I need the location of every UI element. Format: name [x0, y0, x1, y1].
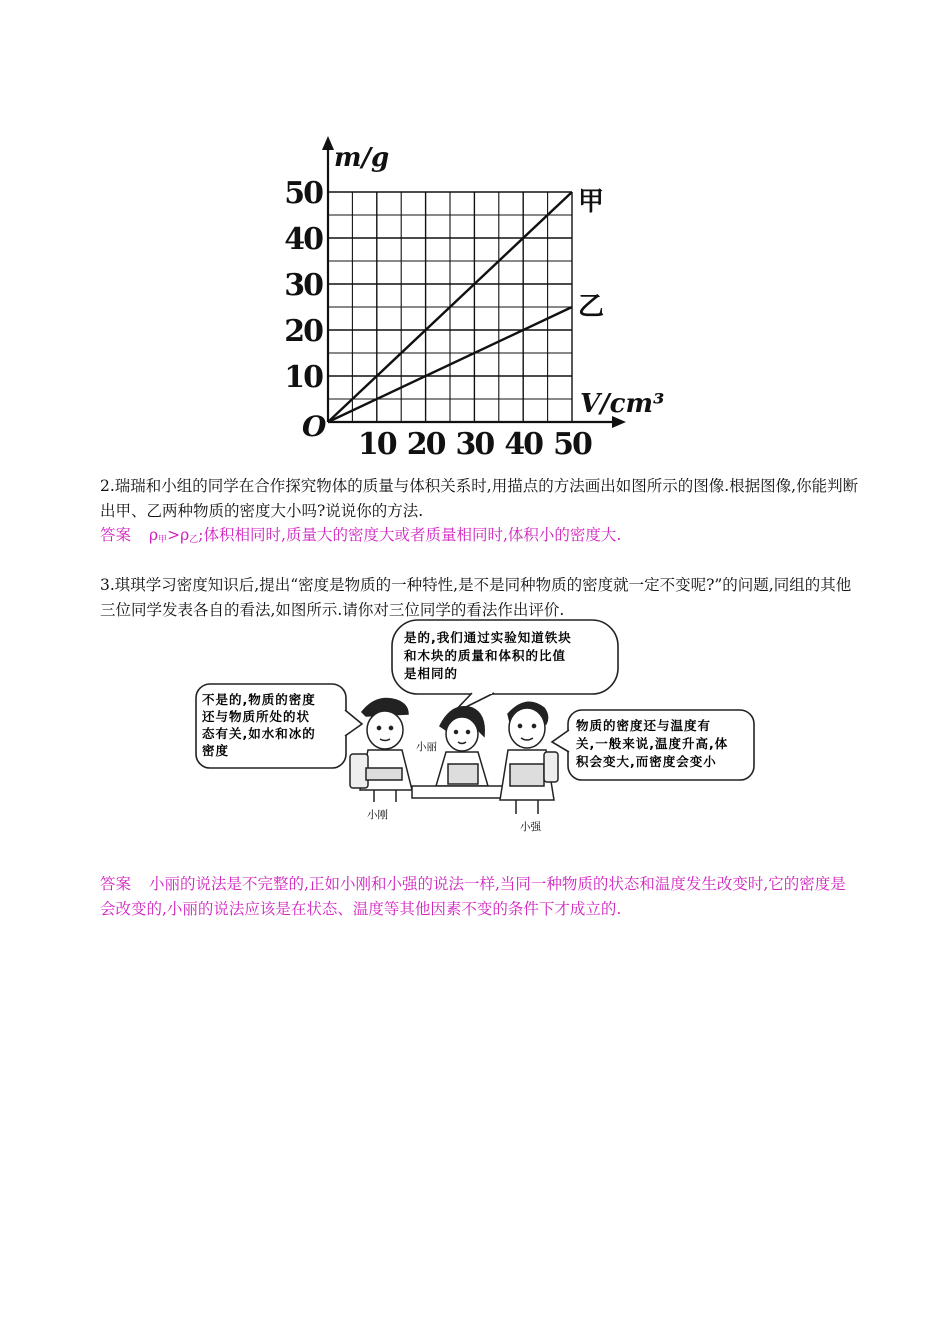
answer-2	[100, 523, 860, 553]
bubble-right-line-3: 积会变大,而密度会变小	[576, 754, 717, 769]
question-2	[100, 474, 860, 524]
name-xiaoli: 小丽	[416, 741, 437, 753]
question-2-text: 2.瑞瑞和小组的同学在合作探究物体的质量与体积关系时,用描点的方法画出如图所示的图像.根据图像,你能判断出甲、乙两种物质的密度大小吗?说说你的方法.	[100, 477, 859, 520]
series-label-2: 乙	[578, 292, 605, 322]
answer-3-tag: 答案	[100, 875, 132, 893]
y-tick-label: 30	[284, 268, 322, 303]
subscript-yi: 乙	[189, 535, 199, 545]
mass-volume-chart	[280, 130, 680, 465]
speech-bubble-middle	[392, 620, 618, 714]
x-axis-label: V/cm³	[580, 389, 665, 419]
y-tick-label: 40	[284, 222, 322, 257]
x-tick-label: 10	[357, 427, 396, 462]
bubble-left-line-4: 密度	[202, 743, 230, 758]
x-tick-label: 40	[504, 427, 543, 462]
rho-symbol-2: ρ	[180, 526, 190, 544]
greater-than: >	[167, 526, 181, 544]
name-xiaogang: 小刚	[367, 809, 388, 821]
y-tick-label: 20	[284, 314, 322, 349]
bubble-right-line-2: 关,一般来说,温度升高,体	[576, 736, 729, 751]
y-tick-label: 10	[284, 360, 322, 395]
origin-label: O	[302, 410, 327, 443]
x-tick-label: 20	[406, 427, 445, 462]
bubble-left-line-3: 态有关,如水和冰的	[202, 726, 316, 741]
bubble-right-line-1: 物质的密度还与温度有	[576, 718, 712, 733]
student-xiaoqiang-illustration	[500, 702, 558, 814]
student-opinions-figure	[190, 618, 770, 833]
y-tick-label: 50	[284, 176, 322, 211]
question-3	[100, 573, 860, 623]
answer-2-tag: 答案	[100, 526, 132, 544]
bubble-left-line-2: 还与物质所处的状	[202, 709, 311, 724]
bubble-middle-line-3: 是相同的	[404, 666, 459, 681]
chart-svg	[280, 130, 680, 465]
name-xiaoqiang: 小强	[520, 821, 541, 833]
speech-bubble-right	[552, 710, 754, 780]
bubble-middle-line-2: 和木块的质量和体积的比值	[404, 648, 567, 663]
speech-bubble-left	[196, 684, 362, 768]
y-axis-label: m/g	[334, 143, 390, 173]
question-3-text: 3.琪琪学习密度知识后,提出“密度是物质的一种特性,是不是同种物质的密度就一定不变呢?”的问题,同组的其他三位同学发表各自的看法,如图所示.请你对三位同学的看法作出评价.	[100, 576, 852, 619]
bubble-left-line-1: 不是的,物质的密度	[202, 692, 316, 707]
answer-2-rest: ;体积相同时,质量大的密度大或者质量相同时,体积小的密度大.	[198, 526, 622, 544]
x-tick-label: 50	[553, 427, 591, 462]
answer-3-text: 小丽的说法是不完整的,正如小刚和小强的说法一样,当同一种物质的状态和温度发生改变时,它的密度是会改变的,小丽的说法应该是在状态、温度等其他因素不变的条件下才成立的.	[100, 875, 846, 918]
series-label-1: 甲	[578, 187, 605, 217]
answer-3	[100, 872, 860, 922]
figure-svg	[190, 618, 770, 833]
x-tick-label: 30	[455, 427, 494, 462]
student-xiaogang-illustration	[350, 699, 412, 803]
y-axis-arrow	[322, 136, 334, 150]
bubble-middle-line-1: 是的,我们通过实验知道铁块	[404, 630, 572, 645]
subscript-jia: 甲	[158, 535, 168, 545]
rho-symbol-1: ρ	[149, 526, 159, 544]
